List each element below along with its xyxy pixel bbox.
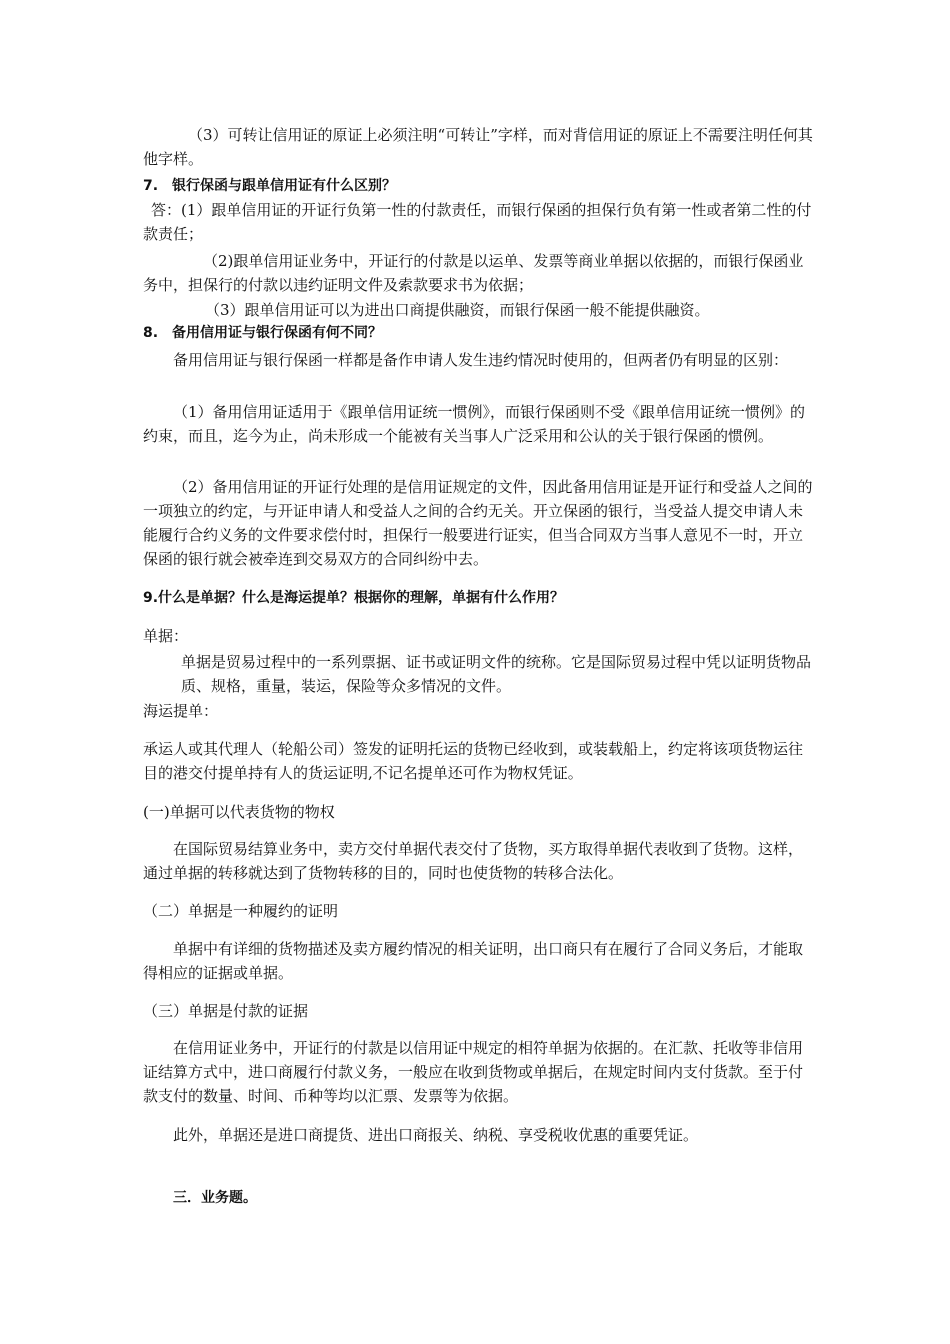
paragraph-transferable-lc: （3）可转让信用证的原证上必须注明“可转让”字样，而对背信用证的原证上不需要注明任何其他字样。 xyxy=(143,126,813,168)
function-1-body: 在国际贸易结算业务中，卖方交付单据代表交付了货物，买方取得单据代表收到了货物。这样，通过单据的转移就达到了货物转移的目的，同时也使货物的转移合法化。 xyxy=(143,840,804,882)
function-2-heading: （二）单据是一种履约的证明 xyxy=(143,902,339,920)
answer-8-intro: 备用信用证与银行保函一样都是备作申请人发生违约情况时使用的，但两者仍有明显的区别： xyxy=(173,351,789,369)
answer-8-point-1: （1）备用信用证适用于《跟单信用证统一惯例》，而银行保函则不受《跟单信用证统一惯例》的约束，而且，迄今为止，尚未形成一个能被有关当事人广泛采用和公认的关于银行保函的惯例。 xyxy=(143,403,806,445)
question-9-heading: 9.什么是单据？什么是海运提单？根据你的理解，单据有什么作用？ xyxy=(143,590,565,606)
question-7-heading: 7. 银行保函与跟单信用证有什么区别？ xyxy=(143,178,397,194)
document-definition: 单据是贸易过程中的一系列票据、证书或证明文件的统称。它是国际贸易过程中凭以证明货物品质、规格，重量，装运，保险等众多情况的文件。 xyxy=(181,653,812,695)
document-label: 单据： xyxy=(143,627,189,645)
bill-of-lading-definition: 承运人或其代理人（轮船公司）签发的证明托运的货物已经收到，或装载船上，约定将该项货物运往目的港交付提单持有人的货运证明,不记名提单还可作为物权凭证。 xyxy=(143,740,804,782)
answer-7-point-1: 答：(1）跟单信用证的开证行负第一性的付款责任，而银行保函的担保行负有第一性或者第二性的付款责任； xyxy=(143,201,812,243)
function-summary: 此外，单据还是进口商提货、进出口商报关、纳税、享受税收优惠的重要凭证。 xyxy=(173,1126,699,1144)
question-8-heading: 8. 备用信用证与银行保函有何不同？ xyxy=(143,325,383,341)
bill-of-lading-label: 海运提单： xyxy=(143,702,219,720)
answer-7-point-3: （3）跟单信用证可以为进出口商提供融资，而银行保函一般不能提供融资。 xyxy=(205,301,710,319)
answer-7-point-2: （2)跟单信用证业务中，开证行的付款是以运单、发票等商业单据以依据的，而银行保函业务中，担保行的付款以违约证明文件及索款要求书为依据； xyxy=(143,252,804,294)
function-3-heading: （三）单据是付款的证据 xyxy=(143,1002,309,1020)
section-3-heading: 三．业务题。 xyxy=(173,1190,257,1206)
function-3-body: 在信用证业务中，开证行的付款是以信用证中规定的相符单据为依据的。在汇款、托收等非信用证结算方式中，进口商履行付款义务，一般应在收到货物或单据后，在规定时间内支付货款。至于付款支付的数量、时间、币种等均以汇票、发票等为依据。 xyxy=(143,1039,804,1105)
function-2-body: 单据中有详细的货物描述及卖方履约情况的相关证明，出口商只有在履行了合同义务后，才能取得相应的证据或单据。 xyxy=(143,940,804,982)
answer-8-point-2: （2）备用信用证的开证行处理的是信用证规定的文件，因此备用信用证是开证行和受益人之间的一项独立的约定，与开证申请人和受益人之间的合约无关。开立保函的银行，当受益人提交申请人未能履行合约义务的文件要求偿付时，担保行一般要进行证实，但当合同双方当事人意见不一时，开立保函的银行就会被牵连到交易双方的合同纠纷中去。 xyxy=(143,478,813,568)
function-1-heading: (一)单据可以代表货物的物权 xyxy=(143,803,335,821)
